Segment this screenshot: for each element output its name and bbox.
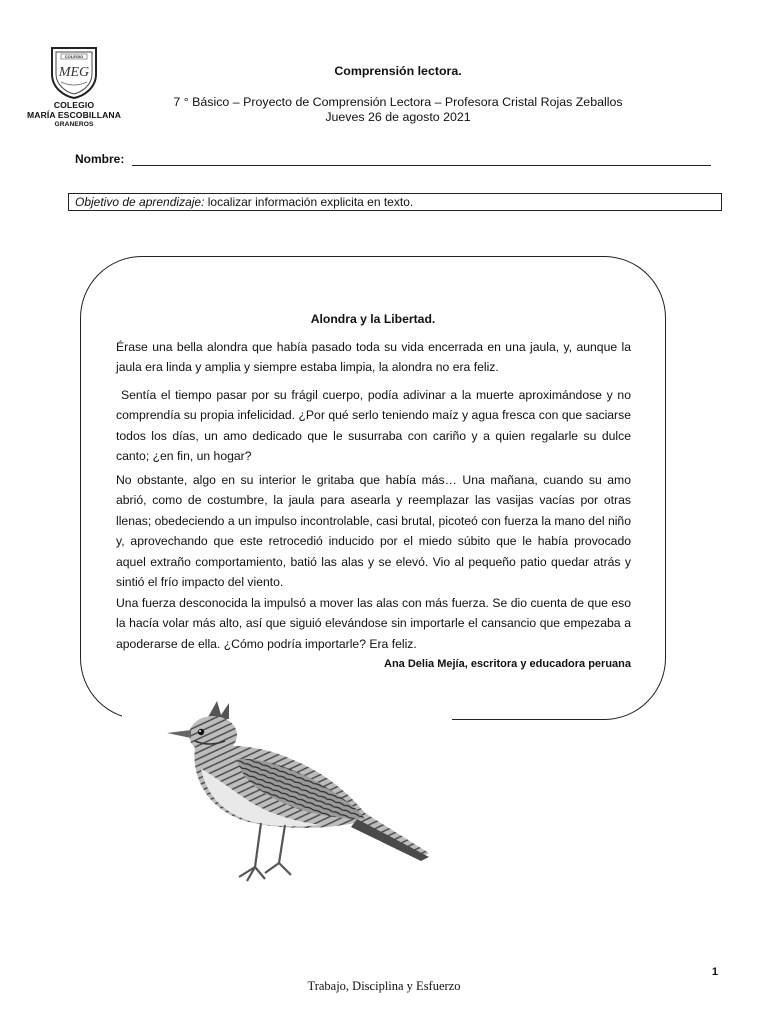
svg-text:MEG: MEG (58, 65, 90, 80)
document-subtitle: 7 ° Básico – Proyecto de Comprensión Lectora – Profesora Cristal Rojas Zeballos (173, 95, 623, 109)
school-logo (18, 44, 130, 130)
svg-text:COLEGIO: COLEGIO (64, 54, 84, 59)
story-paragraph: Una fuerza desconocida la impulsó a mover las alas con más fuerza. Se dio cuenta de que eso la hacía volar más alto, así que siguió elevándose sin importarle el cansancio que empezaba a apoderarse de ella. ¿Cómo podría importarle? Era feliz. (116, 596, 631, 651)
document-date: Jueves 26 de agosto 2021 (325, 110, 471, 124)
story-paragraph: Érase una bella alondra que había pasado toda su vida encerrada en una jaula, y, aunque la jaula era linda y amplia y siempre estaba limpia, la alondra no era feliz. (116, 340, 631, 375)
lark-bird-illustration (125, 697, 447, 902)
logo-text-colegio: COLEGIO (53, 100, 95, 110)
objective-text: localizar información explicita en texto. (207, 195, 414, 209)
story-paragraph: No obstante, algo en su interior le gritaba que había más… Una mañana, cuando su amo abrió, como de costumbre, la jaula para asearla y reemplazar las vasijas vacías por otras llenas; obedeciendo a un impulso incontrolable, casi brutal, picoteó con fuerza la mano del niño y, aprovechando que este retrocedió inducido por el miedo súbito que le había provocado aquel extraño comportamiento, batió las alas y se elevó. Vio al pequeño patio quedar atrás y sintió el frío impacto del viento. (116, 473, 631, 590)
logo-text-city: GRANEROS (54, 121, 94, 128)
footer-motto: Trabajo, Disciplina y Esfuerzo (307, 979, 461, 993)
story-title: Alondra y la Libertad. (310, 312, 436, 326)
name-input-line[interactable] (132, 165, 711, 166)
logo-text-school-name: MARÍA ESCOBILLANA (27, 110, 121, 120)
name-label: Nombre: (75, 152, 125, 166)
school-crest-icon (48, 44, 100, 100)
objective-label: Objetivo de aprendizaje: (75, 195, 205, 209)
document-title: Comprensión lectora. (334, 64, 462, 78)
learning-objective-box (68, 193, 722, 211)
story-paragraph: Sentía el tiempo pasar por su frágil cuerpo, podía adivinar a la muerte aproximándose y no comprendía su propia infelicidad. ¿Por qué serlo teniendo maíz y agua fresca con que saciarse todos los días, un amo dedicado que le susurraba con cariño y a quien regalarle su dulce canto; ¿en fin, un hogar? (116, 388, 631, 464)
page-number: 1 (711, 966, 718, 978)
story-author: Ana Delia Mejía, escritora y educadora peruana (384, 658, 631, 670)
